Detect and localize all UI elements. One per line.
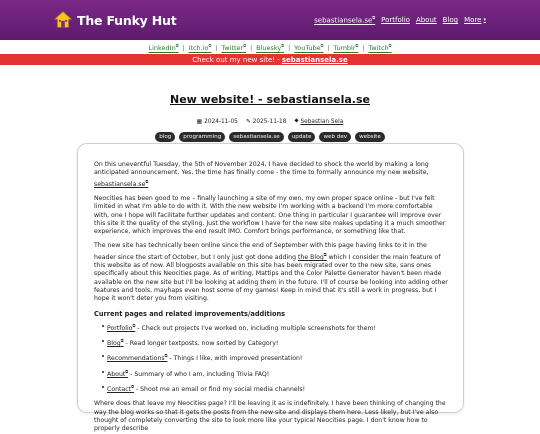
post-title: New website! - sebastiansela.se [170,93,370,106]
site-logo[interactable] [54,11,177,29]
nav-more[interactable]: More ▾ [464,15,486,24]
sebastiansela-link[interactable]: sebastiansela.se⧉ [94,178,149,188]
social-tumblr[interactable]: Tumblr⧉ [333,43,359,53]
calendar-icon: ▦ [196,118,203,125]
social-itchio[interactable]: itch.io⧉ [188,43,212,53]
external-link-icon: ⧉ [320,43,324,49]
tag-website[interactable]: website [355,132,385,142]
hut-logo-icon [54,11,72,29]
chevron-down-icon: ▾ [483,16,486,23]
tag-web-dev[interactable]: web dev [319,132,351,142]
blog-page-link[interactable]: Blog⧉ [107,337,124,347]
pages-list [94,322,449,395]
site-header [0,0,540,40]
external-link-icon: ⧉ [132,322,136,328]
paragraph-4: Where does that leave my Neocities page? I'll be leaving it as is indefinitely. I have been thinking of changing the way the blog works so that it gets the posts from the new site and displays them here. Less likely, but I've also thought of completely converting the site to look more like your typical Neocities page. I don't know how to properly describe [94,400,446,433]
site-name: The Funky Hut [77,12,177,28]
tag-programming[interactable]: programming [179,132,225,142]
about-link[interactable]: About⧉ [107,368,129,378]
list-item: Recommendations⧉ - Things I like, with improved presentation! [102,352,449,363]
list-item: Contact⧉ - Shoot me an email or find my social media channels! [102,383,449,394]
external-link-icon: ⧉ [281,43,285,49]
author [294,118,343,125]
nav-blog[interactable]: Blog [442,15,459,24]
paragraph-3: The new site has technically been online since the end of September with this page having links to it in the header since the start of October, but I only just got done adding the Blog⧉ which I consider the main feature of this website as of now. All blogposts available on this site has been migrated over to the new site, sans ones specifically about this Neocities page. As of writing, Mattips and the Color Palette Generator haven't been made available on the new site but I'll be looking at adding them in the future. I'll of course be looking into adding other features and tools, mayhaps even host some of my games! Keep in mind that it's still a work in progress, but I hope it won't deter you from visiting. [94,242,448,303]
banner-link[interactable]: sebastiansela.se [281,55,348,64]
tag-blog[interactable]: blog [155,132,175,142]
blog-link[interactable]: the Blog⧉ [297,251,327,261]
external-link-icon: ⧉ [164,353,168,359]
announcement-banner [0,54,540,65]
contact-link[interactable]: Contact⧉ [107,384,134,394]
created-date: ▦ 2024-11-05 [196,118,238,125]
post-meta [0,118,540,125]
external-link-icon: ⧉ [145,178,149,184]
external-link-icon: ⧉ [208,43,212,49]
pages-heading: Current pages and related improvements/additions [94,309,286,318]
updated-date: ✎ 2025-11-18 [245,118,287,125]
external-link-icon: ⧉ [372,15,376,21]
post-tags [0,132,540,142]
external-link-icon: ⧉ [323,251,327,257]
tag-update[interactable]: update [288,132,316,142]
portfolio-link[interactable]: Portfolio⧉ [107,322,136,332]
external-link-icon: ⧉ [243,43,247,49]
paragraph-1: On this uneventful Tuesday, the 5th of November 2024, I have decided to shock the world by making a long anticipated announcement. Yes, the time has finally come - the time to formally announce my new website, sebastiansela.se⧉ [94,161,429,188]
social-bluesky[interactable]: Bluesky⧉ [256,43,285,53]
social-twitter[interactable]: Twitter⧉ [221,43,247,53]
pencil-icon: ✎ [245,118,251,125]
list-item: Portfolio⧉ - Check out projects I've worked on, including multiple screenshots for them! [102,322,449,333]
post-body [77,143,464,433]
tag-sebastiansela[interactable]: sebastiansela.se [229,132,283,142]
external-link-icon: ⧉ [131,384,134,390]
social-linkedin[interactable]: LinkedIn⧉ [148,43,179,53]
external-link-icon: ⧉ [125,368,129,374]
external-link-icon: ⧉ [388,43,392,49]
external-link-icon: ⧉ [355,43,359,49]
social-twitch[interactable]: Twitch⧉ [368,43,392,53]
post-header [0,93,540,142]
external-link-icon: ⧉ [175,43,179,49]
author-link[interactable]: Sebastian Sela [300,118,344,125]
list-item: About⧉ - Summary of who I am, including Trivia FAQ! [102,368,449,379]
tag-icon: ⬥ [294,118,299,124]
external-link-icon: ⧉ [120,337,124,343]
nav-sebastiansela[interactable]: sebastiansela.se⧉ [314,15,376,25]
list-item: Blog⧉ - Read longer textposts, now sorted by Category! [102,337,449,348]
recommendations-link[interactable]: Recommendations⧉ [107,353,168,363]
banner-text: Check out my new site! - [192,55,280,64]
paragraph-2: Neocities has been good to me – finally launching a site of my own, my own proper space online - but I've felt limited in what I'm able to do with it. With the new website I'm working with a backend I'm more comfortable with, one I hope will facilitate further updates and content. One thing in particular I guarantee will improve over this site it the quality of the styling. Just the workflow I have for the new site makes updating it a much smoother experience, which improves the end result IMO. Comfort brings performance, or something like that. [94,194,446,236]
social-links: LinkedIn⧉ | itch.io⧉ | Twitter⧉ | Bluesky⧉ | YouTube⧉ | Tumblr⧉ | Twitch⧉ [0,42,540,54]
nav-portfolio[interactable]: Portfolio [381,15,410,24]
nav-about[interactable]: About [415,15,437,24]
main-nav [314,15,486,24]
social-youtube[interactable]: YouTube⧉ [294,43,324,53]
